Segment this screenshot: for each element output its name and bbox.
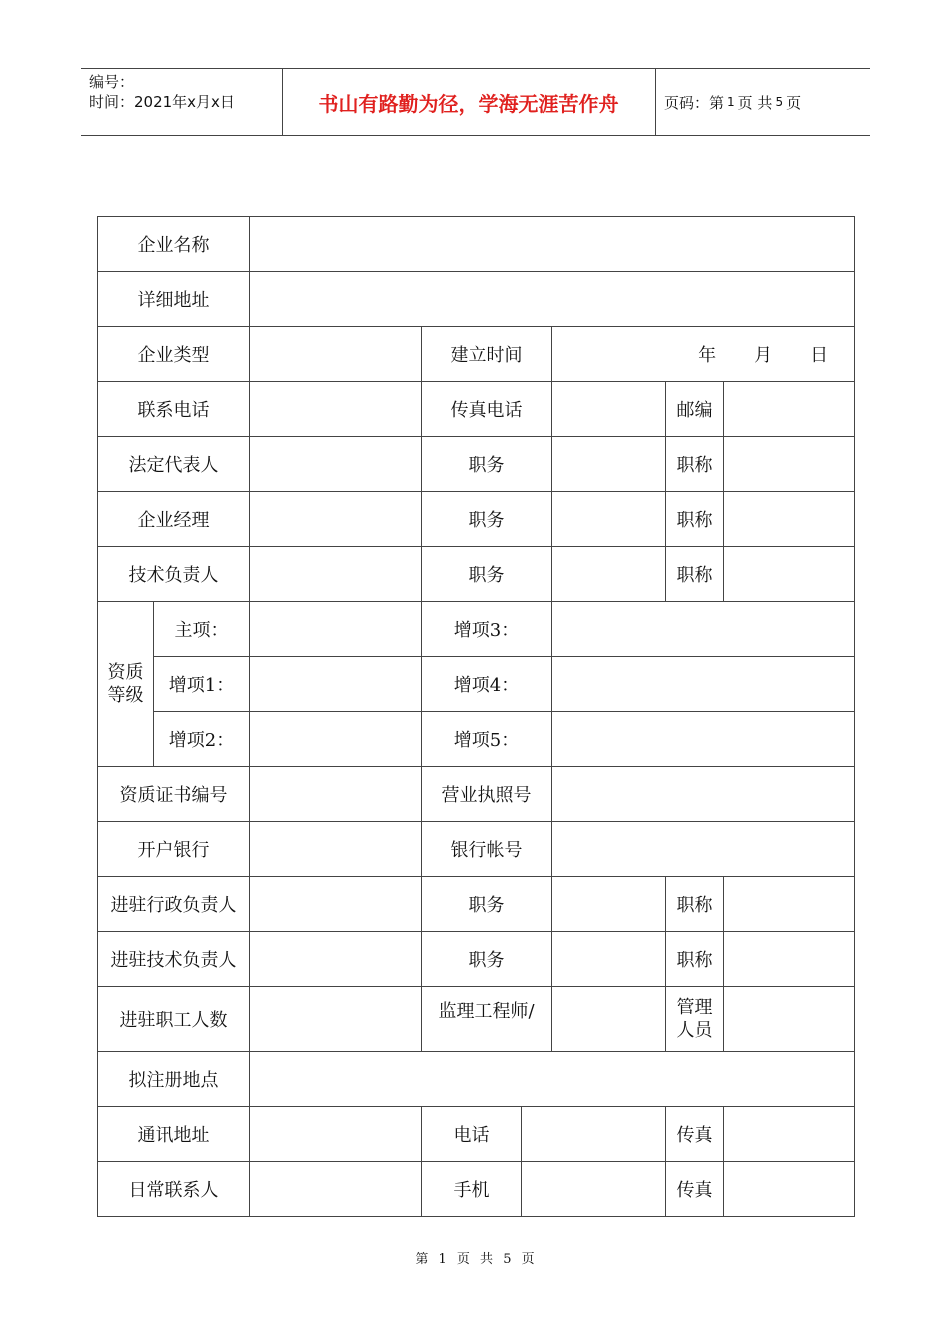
label-fax-phone: 传真电话	[422, 382, 552, 437]
motto: 书山有路勤为径，学海无涯苦作舟	[318, 91, 619, 116]
field-admin-lead-position[interactable]	[552, 877, 666, 932]
page-footer: 第 1 页 共 5 页	[415, 1252, 535, 1267]
field-admin-lead-title[interactable]	[724, 877, 855, 932]
row-company-type	[98, 327, 855, 382]
page-total: 5	[775, 95, 784, 109]
field-manager-position[interactable]	[552, 492, 666, 547]
label-qualification-grade	[98, 602, 154, 767]
field-legal-rep-position[interactable]	[552, 437, 666, 492]
field-legal-rep-title[interactable]	[724, 437, 855, 492]
field-tech-lead[interactable]	[250, 547, 422, 602]
field-company-type[interactable]	[250, 327, 422, 382]
field-staff-count[interactable]	[250, 987, 422, 1052]
field-bank-account[interactable]	[552, 822, 855, 877]
registration-form	[97, 216, 855, 1217]
label-contact: 日常联系人	[98, 1162, 250, 1217]
field-address[interactable]	[250, 272, 855, 327]
field-stationed-tech-position[interactable]	[552, 932, 666, 987]
row-stationed-tech-lead	[98, 932, 855, 987]
label-company-name: 企业名称	[98, 217, 250, 272]
field-manager-title[interactable]	[724, 492, 855, 547]
label-manager: 企业经理	[98, 492, 250, 547]
label-staff-count: 进驻职工人数	[98, 987, 250, 1052]
row-bank	[98, 822, 855, 877]
field-reg-place[interactable]	[250, 1052, 855, 1107]
label-reg-place: 拟注册地点	[98, 1052, 250, 1107]
field-phone[interactable]	[250, 382, 422, 437]
label-title: 职称	[666, 877, 724, 932]
label-title: 职称	[666, 437, 724, 492]
row-staff-count	[98, 987, 855, 1052]
row-tech-lead	[98, 547, 855, 602]
label-position: 职务	[422, 932, 552, 987]
label-postcode: 邮编	[666, 382, 724, 437]
label-fax: 传真	[666, 1162, 724, 1217]
field-tech-lead-position[interactable]	[552, 547, 666, 602]
field-admin-lead[interactable]	[250, 877, 422, 932]
field-stationed-tech-lead[interactable]	[250, 932, 422, 987]
label-position: 职务	[422, 492, 552, 547]
label-mobile: 手机	[422, 1162, 522, 1217]
label-add3: 增项3：	[422, 602, 552, 657]
row-admin-lead	[98, 877, 855, 932]
label-add2: 增项2：	[154, 712, 250, 767]
label-title: 职称	[666, 932, 724, 987]
label-add1: 增项1：	[154, 657, 250, 712]
label-tech-lead: 技术负责人	[98, 547, 250, 602]
field-legal-rep[interactable]	[250, 437, 422, 492]
field-add3[interactable]	[552, 602, 855, 657]
field-mobile[interactable]	[522, 1162, 666, 1217]
mgmt-label-2: 人员	[676, 1020, 713, 1041]
label-company-type: 企业类型	[98, 327, 250, 382]
row-reg-place	[98, 1052, 855, 1107]
label-supervisor: 监理工程师/	[422, 987, 552, 1052]
time-label: 时间：2021年x月x日	[89, 93, 235, 111]
page-prefix: 页码：第	[664, 93, 725, 112]
label-legal-rep: 法定代表人	[98, 437, 250, 492]
grade-label: 等级	[107, 685, 144, 706]
field-company-name[interactable]	[250, 217, 855, 272]
mgmt-label-1: 管理	[676, 997, 713, 1018]
label-bank: 开户银行	[98, 822, 250, 877]
field-postcode[interactable]	[724, 382, 855, 437]
row-company-name	[98, 217, 855, 272]
row-cert	[98, 767, 855, 822]
page-current: 1	[727, 95, 735, 109]
header-divider	[655, 69, 656, 135]
label-main-item: 主项：	[154, 602, 250, 657]
field-fax-phone[interactable]	[552, 382, 666, 437]
page-mid: 页 共	[737, 93, 773, 112]
label-position: 职务	[422, 437, 552, 492]
qualification-label: 资质	[107, 662, 144, 683]
label-mail-address: 通讯地址	[98, 1107, 250, 1162]
field-supervisor-count[interactable]	[552, 987, 666, 1052]
field-fax[interactable]	[724, 1107, 855, 1162]
field-add2[interactable]	[250, 712, 422, 767]
field-established-date[interactable]	[552, 327, 855, 382]
label-phone: 联系电话	[98, 382, 250, 437]
label-title: 职称	[666, 547, 724, 602]
field-add5[interactable]	[552, 712, 855, 767]
label-address: 详细地址	[98, 272, 250, 327]
label-add5: 增项5：	[422, 712, 552, 767]
year-label: 年	[698, 345, 717, 366]
label-tel: 电话	[422, 1107, 522, 1162]
label-license-no: 营业执照号	[422, 767, 552, 822]
field-main-item[interactable]	[250, 602, 422, 657]
field-bank[interactable]	[250, 822, 422, 877]
field-stationed-tech-title[interactable]	[724, 932, 855, 987]
field-license-no[interactable]	[552, 767, 855, 822]
row-phone	[98, 382, 855, 437]
label-position: 职务	[422, 877, 552, 932]
label-fax: 传真	[666, 1107, 724, 1162]
field-tel[interactable]	[522, 1107, 666, 1162]
label-bank-account: 银行帐号	[422, 822, 552, 877]
row-manager	[98, 492, 855, 547]
field-add1[interactable]	[250, 657, 422, 712]
row-contact	[98, 1162, 855, 1217]
row-address	[98, 272, 855, 327]
page-header	[81, 68, 870, 136]
label-add4: 增项4：	[422, 657, 552, 712]
page-suffix: 页	[786, 93, 802, 112]
label-position: 职务	[422, 547, 552, 602]
field-cert-no[interactable]	[250, 767, 422, 822]
label-title: 职称	[666, 492, 724, 547]
row-qual-main	[98, 602, 855, 657]
field-contact[interactable]	[250, 1162, 422, 1217]
field-add4[interactable]	[552, 657, 855, 712]
field-mgmt-count[interactable]	[724, 987, 855, 1052]
row-qual-add2	[98, 712, 855, 767]
label-cert-no: 资质证书编号	[98, 767, 250, 822]
serial-label: 编号：	[89, 73, 135, 91]
label-stationed-tech-lead: 进驻技术负责人	[98, 932, 250, 987]
day-label: 日	[810, 345, 829, 366]
field-mail-address[interactable]	[250, 1107, 422, 1162]
label-mgmt-staff	[666, 987, 724, 1052]
label-admin-lead: 进驻行政负责人	[98, 877, 250, 932]
row-qual-add1	[98, 657, 855, 712]
label-established: 建立时间	[422, 327, 552, 382]
page-indicator	[664, 69, 801, 135]
field-tech-lead-title[interactable]	[724, 547, 855, 602]
row-legal-rep	[98, 437, 855, 492]
field-manager[interactable]	[250, 492, 422, 547]
row-mail-address	[98, 1107, 855, 1162]
month-label: 月	[754, 345, 773, 366]
header-left	[89, 72, 235, 112]
field-contact-fax[interactable]	[724, 1162, 855, 1217]
